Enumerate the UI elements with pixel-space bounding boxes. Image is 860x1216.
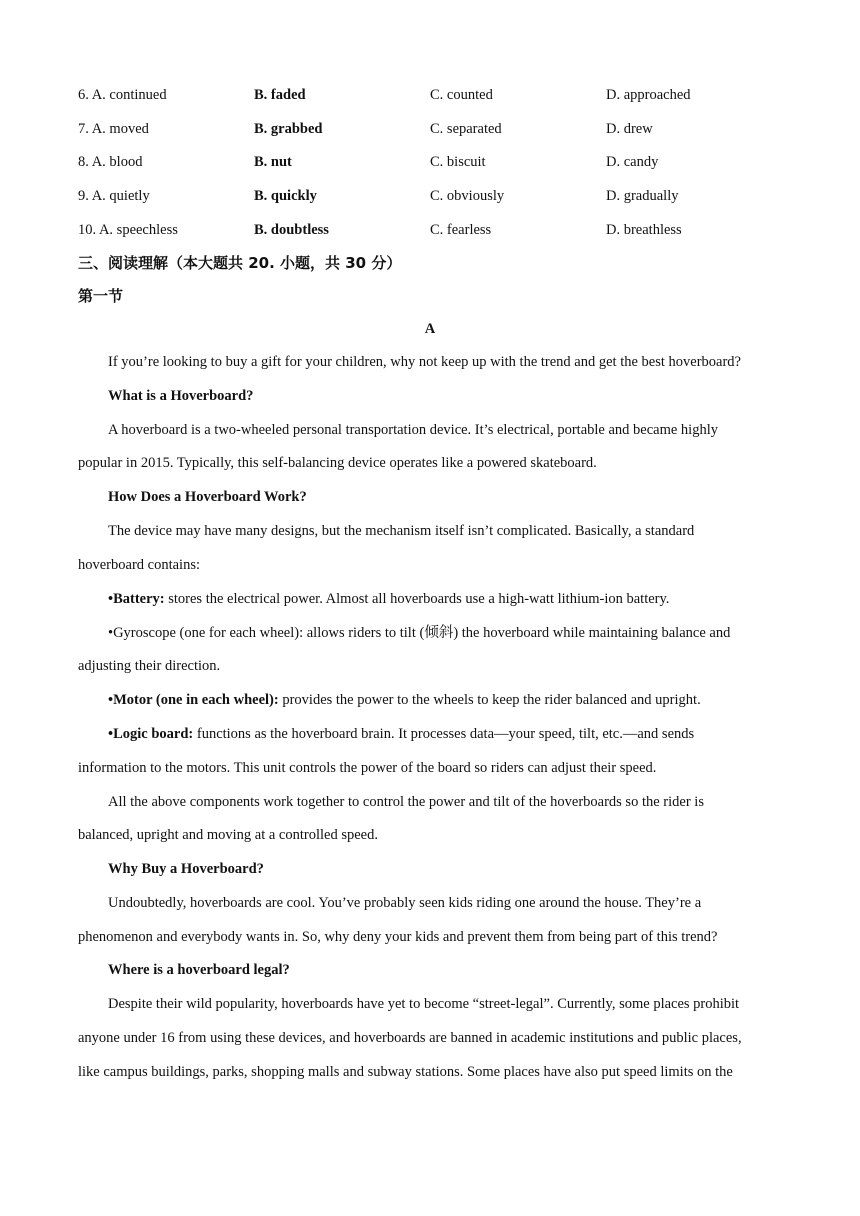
paragraph-line: The device may have many designs, but the mechanism itself isn’t complicated. Basically, a standard <box>108 523 695 539</box>
paragraph-line: Undoubtedly, hoverboards are cool. You’ve probably seen kids riding one around the house. They’re a <box>108 895 702 911</box>
option-b: B. doubtless <box>254 222 329 238</box>
list-item-battery <box>108 588 778 610</box>
option-d: D. approached <box>606 87 691 103</box>
paragraph-line: anyone under 16 from using these devices, and hoverboards are banned in academic institutions and public places, <box>78 1030 742 1046</box>
option-row-10 <box>78 219 798 241</box>
list-item-label: •Logic board: <box>108 726 194 742</box>
option-b: B. grabbed <box>254 121 323 137</box>
heading-why-buy: Why Buy a Hoverboard? <box>108 861 264 877</box>
option-a: 9. A. quietly <box>78 188 150 204</box>
option-d: D. breathless <box>606 222 682 238</box>
paragraph-line: phenomenon and everybody wants in. So, why deny your kids and prevent them from being part of this trend? <box>78 929 718 945</box>
option-b: B. faded <box>254 87 306 103</box>
list-item-label: •Battery: <box>108 591 165 607</box>
heading-how-work: How Does a Hoverboard Work? <box>108 489 307 505</box>
paragraph-line: information to the motors. This unit controls the power of the board so riders can adjust their speed. <box>78 760 657 776</box>
option-c: C. fearless <box>430 222 492 238</box>
option-d: D. drew <box>606 121 653 137</box>
option-c: C. counted <box>430 87 493 103</box>
list-item-text: provides the power to the wheels to keep the rider balanced and upright. <box>278 692 701 708</box>
paragraph-line: adjusting their direction. <box>78 658 221 674</box>
heading-where-legal: Where is a hoverboard legal? <box>108 962 290 978</box>
list-item-gyroscope: •Gyroscope (one for each wheel): allows riders to tilt (倾斜) the hoverboard while maintaining balance and <box>108 625 731 641</box>
option-b: B. quickly <box>254 188 317 204</box>
option-a: 8. A. blood <box>78 154 143 170</box>
list-item-motor <box>108 689 778 711</box>
option-c: C. separated <box>430 121 502 137</box>
paragraph-line: like campus buildings, parks, shopping malls and subway stations. Some places have also put speed limits on the <box>78 1064 733 1080</box>
option-a: 6. A. continued <box>78 87 167 103</box>
option-row-9 <box>78 185 798 207</box>
option-c: C. biscuit <box>430 154 486 170</box>
option-b: B. nut <box>254 154 292 170</box>
option-d: D. candy <box>606 154 659 170</box>
option-row-7 <box>78 118 798 140</box>
list-item-text: stores the electrical power. Almost all hoverboards use a high-watt lithium-ion battery. <box>164 591 670 607</box>
heading-what-is: What is a Hoverboard? <box>108 388 254 404</box>
option-c: C. obviously <box>430 188 505 204</box>
section-title: 三、阅读理解（本大题共 20. 小题，共 30 分） <box>78 254 402 272</box>
option-row-8 <box>78 151 798 173</box>
subsection-title: 第一节 <box>78 287 124 305</box>
option-row-6 <box>78 84 798 106</box>
paragraph-line: Despite their wild popularity, hoverboards have yet to become “street-legal”. Currently, some places prohibit <box>108 996 740 1012</box>
paragraph-line: A hoverboard is a two-wheeled personal transportation device. It’s electrical, portable and became highly <box>108 422 718 438</box>
passage-letter: A <box>424 321 436 337</box>
list-item-text: functions as the hoverboard brain. It processes data—your speed, tilt, etc.—and sends <box>193 726 695 742</box>
list-item-label: •Motor (one in each wheel): <box>108 692 279 708</box>
option-a: 10. A. speechless <box>78 222 178 238</box>
paragraph-line: hoverboard contains: <box>78 557 201 573</box>
paragraph-line: balanced, upright and moving at a controlled speed. <box>78 827 378 843</box>
option-a: 7. A. moved <box>78 121 149 137</box>
paragraph-intro: If you’re looking to buy a gift for your children, why not keep up with the trend and get the best hoverboard? <box>108 354 741 370</box>
paragraph-line: All the above components work together to control the power and tilt of the hoverboards so the rider is <box>108 794 704 810</box>
option-d: D. gradually <box>606 188 679 204</box>
paragraph-line: popular in 2015. Typically, this self-balancing device operates like a powered skateboard. <box>78 455 597 471</box>
list-item-logic-board <box>108 723 778 745</box>
